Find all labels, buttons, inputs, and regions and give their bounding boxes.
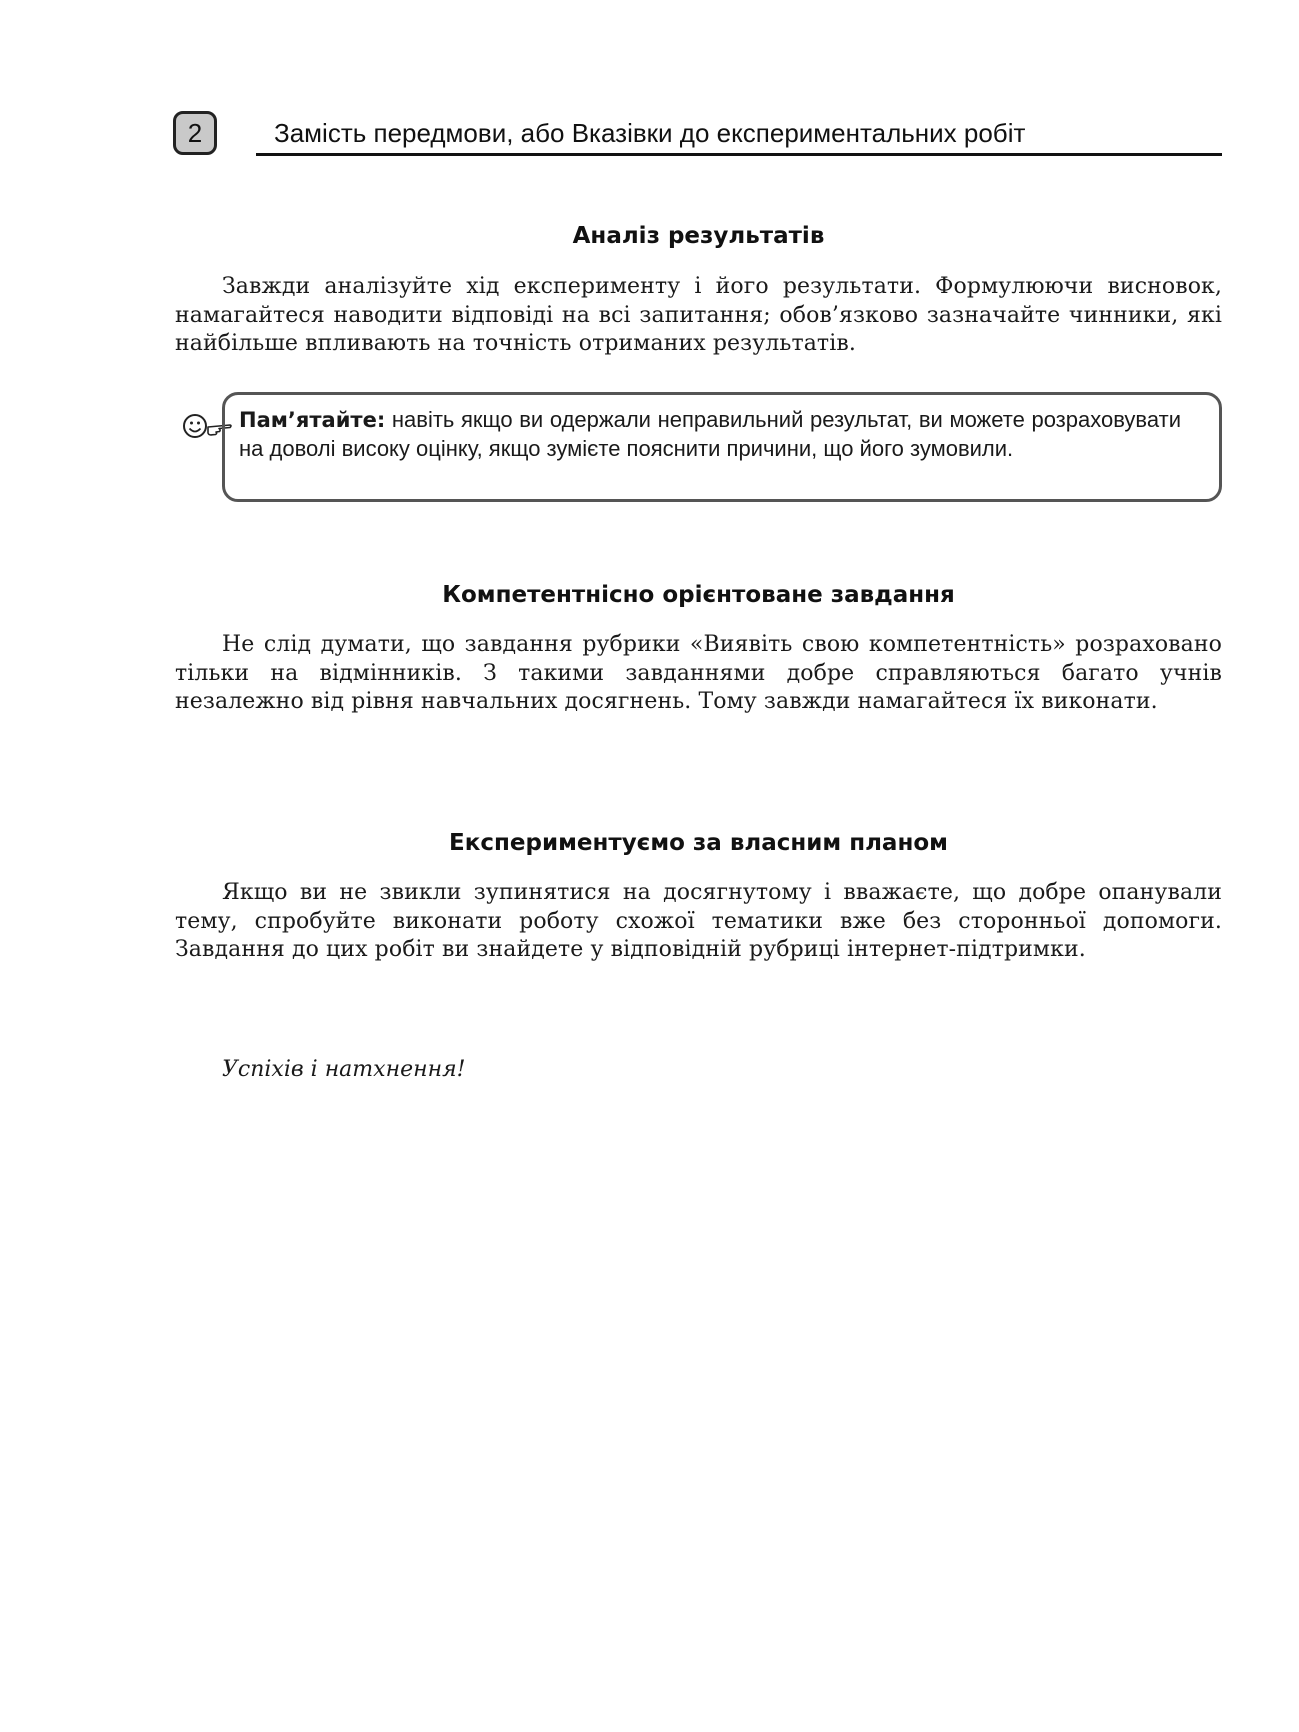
page-number: 2 [173, 111, 217, 155]
reminder-note-text [239, 406, 1181, 463]
reminder-note-label: Пам’ятайте: [239, 408, 386, 432]
section-heading-analysis: Аналіз результатів [572, 223, 825, 249]
running-header-title: Замість передмови, або Вказівки до експериментальних робіт [274, 118, 1026, 148]
reminder-note [222, 392, 1222, 502]
reminder-note-body: навіть якщо ви одержали неправильний результат, ви можете розраховувати на доволі високу оцінку, якщо зумієте пояснити причини, що його зумовили. [239, 407, 1181, 461]
paragraph-own-plan: Якщо ви не звикли зупинятися на досягнутому і вважаєте, що добре опанували тему, спробуйте виконати роботу схожої тематики вже без сторонньої допомоги. Завдання до цих робіт ви знайдете у відповідній рубриці інтернет-підтримки. [175, 880, 1222, 962]
paragraph-competence: Не слід думати, що завдання рубрики «Виявіть свою компетентність» розраховано тільки на відмінників. З такими завданнями добре справляються багато учнів незалежно від рівня навчальних досягнень. Тому завжди намагайтеся їх виконати. [175, 632, 1222, 714]
running-header [256, 116, 1222, 156]
section-heading-competence: Компетентнісно орієнтоване завдання [442, 582, 955, 608]
section-heading-own-plan: Експериментуємо за власним планом [449, 830, 948, 856]
closing-wish: Успіхів і натхнення! [222, 1057, 466, 1082]
paragraph-analysis: Завжди аналізуйте хід експерименту і його результати. Формулюючи висновок, намагайтеся наводити відповіді на всі запитання; обов’язково зазначайте чинники, які найбільше впливають на точність отриманих результатів. [175, 274, 1222, 356]
